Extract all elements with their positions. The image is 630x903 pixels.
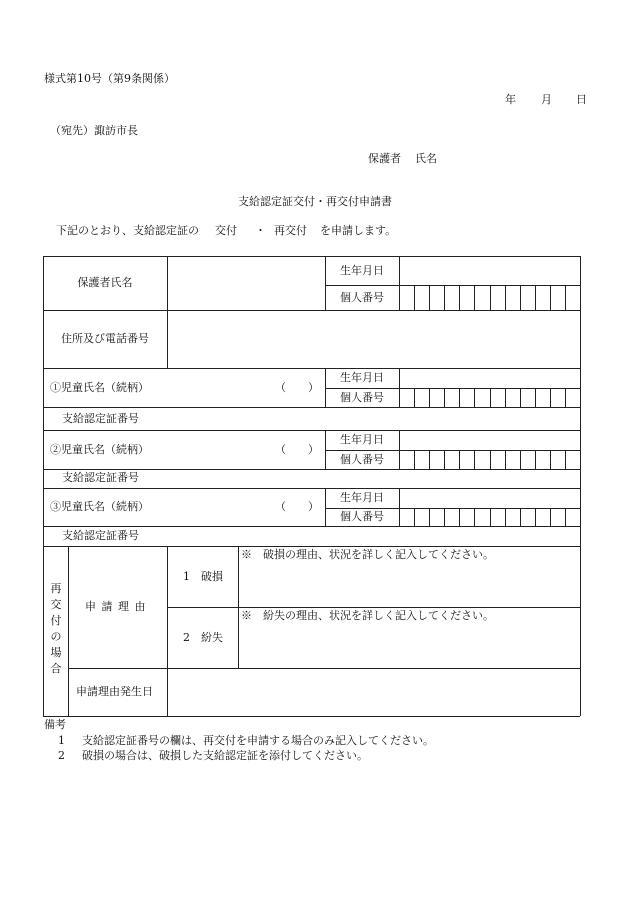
- my-number-digit-divider: [505, 388, 506, 407]
- child3-my-number-label: 個人番号: [340, 510, 384, 523]
- my-number-digit-divider: [429, 450, 430, 469]
- note-2-number: 2: [58, 749, 65, 762]
- my-number-digit-divider: [414, 450, 415, 469]
- my-number-digit-divider: [444, 508, 445, 526]
- child3-relation-paren: （ ）: [275, 500, 319, 513]
- intro-suffix: を申請します。: [320, 224, 397, 237]
- reason-damage: 1 破損: [183, 570, 223, 583]
- my-number-digit-divider: [520, 450, 521, 469]
- my-number-digit-divider: [429, 508, 430, 526]
- guardian-name-label: 氏名: [415, 152, 437, 165]
- notes-heading: 備考: [44, 718, 66, 731]
- intro-option-reissue: 再交付: [274, 224, 307, 237]
- my-number-digit-divider: [414, 508, 415, 526]
- my-number-digit-divider: [565, 508, 566, 526]
- guardian-name-cell: 保護者氏名: [77, 276, 133, 289]
- child1-name-label: ①児童氏名（続柄）: [50, 381, 149, 394]
- reason-occurrence-date-label: 申請理由発生日: [76, 685, 153, 698]
- my-number-digit-divider: [505, 450, 506, 469]
- my-number-digit-divider: [550, 285, 551, 310]
- my-number-digit-divider: [535, 285, 536, 310]
- note-2-text: 破損の場合は、破損した支給認定証を添付してください。: [82, 749, 368, 762]
- reason-damage-note: ※ 破損の理由、状況を詳しく記入してください。: [241, 548, 494, 561]
- my-number-digit-divider: [474, 508, 475, 526]
- form-number: 様式第10号（第9条関係）: [44, 72, 175, 85]
- child3-name-label: ③児童氏名（続柄）: [50, 500, 149, 513]
- guardian-my-number-label: 個人番号: [340, 291, 384, 304]
- reason-loss: 2 紛失: [183, 631, 223, 644]
- child3-cert-number-label: 支給認定証番号: [62, 529, 139, 542]
- my-number-digit-divider: [474, 388, 475, 407]
- my-number-digit-divider: [535, 508, 536, 526]
- my-number-digit-divider: [535, 388, 536, 407]
- guardian-birth-date-label: 生年月日: [340, 264, 384, 277]
- date-day-label: 日: [576, 93, 587, 106]
- child3-birth-date-label: 生年月日: [340, 491, 384, 504]
- my-number-digit-divider: [505, 285, 506, 310]
- reason-loss-note: ※ 紛失の理由、状況を詳しく記入してください。: [241, 609, 494, 622]
- my-number-digit-divider: [414, 285, 415, 310]
- date-year-label: 年: [505, 93, 516, 106]
- my-number-digit-divider: [565, 450, 566, 469]
- child1-birth-date-label: 生年月日: [340, 371, 384, 384]
- child1-my-number-label: 個人番号: [340, 391, 384, 404]
- address-phone-label: 住所及び電話番号: [61, 332, 149, 345]
- document-title: 支給認定証交付・再交付申請書: [238, 195, 392, 208]
- child2-birth-date-label: 生年月日: [340, 433, 384, 446]
- child2-my-number-label: 個人番号: [340, 453, 384, 466]
- child2-name-label: ②児童氏名（続柄）: [50, 443, 149, 456]
- note-1-text: 支給認定証番号の欄は、再交付を申請する場合のみ記入してください。: [82, 734, 434, 747]
- my-number-digit-divider: [490, 388, 491, 407]
- my-number-digit-divider: [550, 508, 551, 526]
- my-number-digit-divider: [429, 285, 430, 310]
- my-number-digit-divider: [565, 285, 566, 310]
- my-number-digit-divider: [474, 450, 475, 469]
- my-number-digit-divider: [459, 285, 460, 310]
- child2-relation-paren: （ ）: [275, 443, 319, 456]
- my-number-digit-divider: [490, 508, 491, 526]
- reissue-section-label: 再 交 付 の 場 合: [50, 582, 62, 675]
- my-number-digit-divider: [414, 388, 415, 407]
- intro-option-issue: 交付: [215, 224, 237, 237]
- application-reason-label: 申請理由: [85, 600, 151, 613]
- my-number-digit-divider: [459, 450, 460, 469]
- child1-cert-number-label: 支給認定証番号: [62, 412, 139, 425]
- my-number-digit-divider: [459, 508, 460, 526]
- intro-separator: ・: [255, 224, 266, 237]
- child2-cert-number-label: 支給認定証番号: [62, 471, 139, 484]
- my-number-digit-divider: [444, 285, 445, 310]
- addressee: （宛先）諏訪市長: [50, 124, 138, 137]
- my-number-digit-divider: [565, 388, 566, 407]
- my-number-digit-divider: [520, 388, 521, 407]
- my-number-digit-divider: [520, 508, 521, 526]
- my-number-digit-divider: [444, 388, 445, 407]
- my-number-digit-divider: [535, 450, 536, 469]
- my-number-digit-divider: [474, 285, 475, 310]
- my-number-digit-divider: [444, 450, 445, 469]
- date-month-label: 月: [541, 93, 552, 106]
- guardian-label: 保護者: [368, 152, 401, 165]
- my-number-digit-divider: [459, 388, 460, 407]
- my-number-digit-divider: [490, 285, 491, 310]
- intro-prefix: 下記のとおり、支給認定証の: [56, 224, 199, 237]
- child1-relation-paren: （ ）: [275, 381, 319, 394]
- my-number-digit-divider: [429, 388, 430, 407]
- my-number-digit-divider: [505, 508, 506, 526]
- note-1-number: 1: [58, 734, 65, 747]
- my-number-digit-divider: [490, 450, 491, 469]
- my-number-digit-divider: [550, 450, 551, 469]
- my-number-digit-divider: [550, 388, 551, 407]
- my-number-digit-divider: [520, 285, 521, 310]
